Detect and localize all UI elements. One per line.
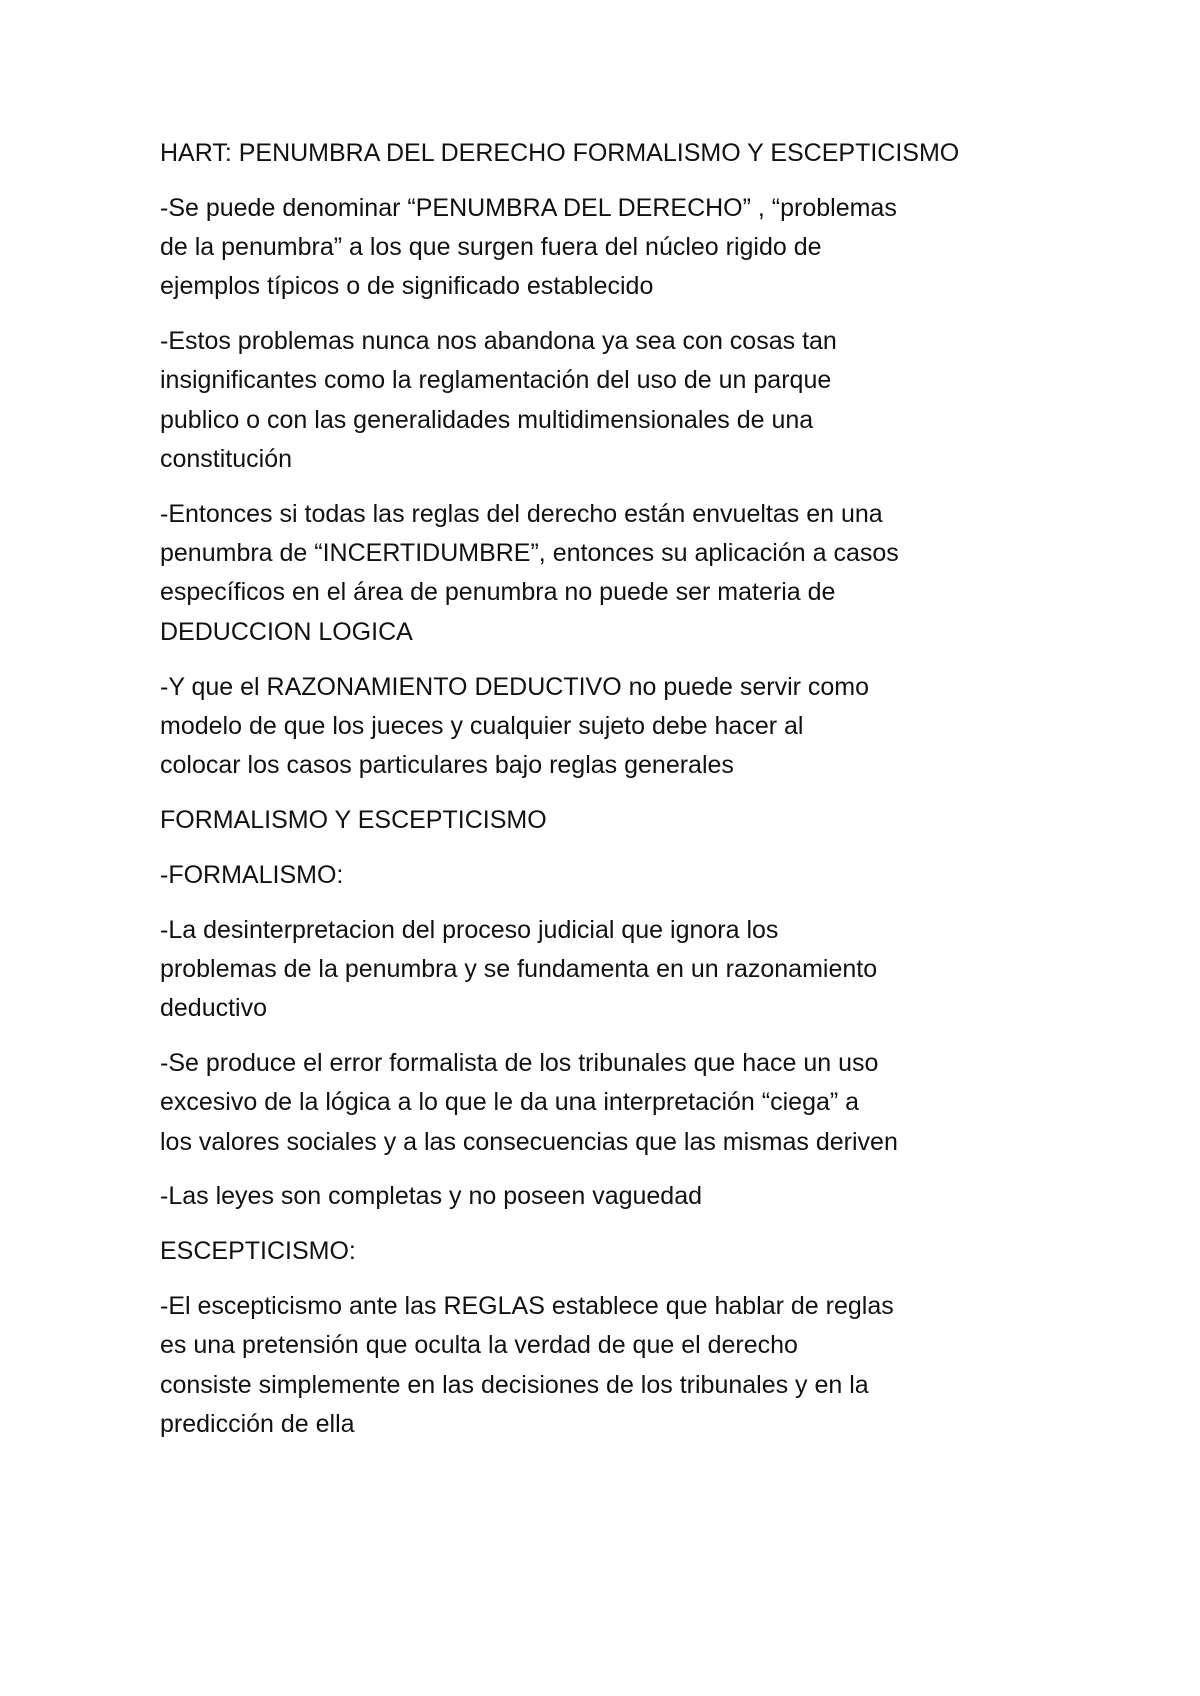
text-line: modelo de que los jueces y cualquier sujeto debe hacer al — [160, 711, 804, 740]
text-line: penumbra de “INCERTIDUMBRE”, entonces su aplicación a casos — [160, 539, 899, 568]
paragraph — [160, 1232, 1060, 1271]
paragraph — [160, 1287, 1060, 1444]
text-line: -FORMALISMO: — [160, 860, 344, 889]
text-line: consiste simplemente en las decisiones de los tribunales y en la — [160, 1370, 869, 1399]
text-line: -Y que el RAZONAMIENTO DEDUCTIVO no puede servir como — [160, 672, 870, 701]
text-line: DEDUCCION LOGICA — [160, 617, 413, 646]
text-line: publico o con las generalidades multidimensionales de una — [160, 405, 814, 434]
text-line: los valores sociales y a las consecuencias que las mismas deriven — [160, 1127, 898, 1156]
text-line: -La desinterpretacion del proceso judicial que ignora los — [160, 915, 779, 944]
text-line: colocar los casos particulares bajo reglas generales — [160, 751, 734, 780]
text-line: insignificantes como la reglamentación del uso de un parque — [160, 366, 832, 395]
text-line: constitución — [160, 445, 293, 474]
text-line: -Se produce el error formalista de los tribunales que hace un uso — [160, 1048, 879, 1077]
text-line: -Las leyes son completas y no poseen vaguedad — [160, 1182, 703, 1211]
paragraph — [160, 911, 1060, 1029]
text-line: -El escepticismo ante las REGLAS establece que hablar de reglas — [160, 1291, 894, 1320]
text-line: ESCEPTICISMO: — [160, 1237, 356, 1266]
text-line: ejemplos típicos o de significado establecido — [160, 272, 654, 301]
paragraph — [160, 322, 1060, 479]
text-line: específicos en el área de penumbra no puede ser materia de — [160, 578, 836, 607]
text-line: es una pretensión que oculta la verdad de que el derecho — [160, 1331, 798, 1360]
paragraph — [160, 801, 1060, 840]
text-line: excesivo de la lógica a lo que le da una interpretación “ciega” a — [160, 1088, 860, 1117]
paragraph — [160, 189, 1060, 307]
text-line: FORMALISMO Y ESCEPTICISMO — [160, 805, 547, 834]
paragraph — [160, 856, 1060, 895]
text-line: -Entonces si todas las reglas del derecho están envueltas en una — [160, 499, 883, 528]
paragraph — [160, 1177, 1060, 1216]
paragraph — [160, 668, 1060, 786]
paragraph — [160, 1044, 1060, 1162]
text-line: problemas de la penumbra y se fundamenta en un razonamiento — [160, 954, 878, 983]
document-title — [160, 134, 1060, 173]
text-line: de la penumbra” a los que surgen fuera del núcleo rigido de — [160, 233, 822, 262]
document-page — [160, 134, 1060, 1460]
text-line: predicción de ella — [160, 1409, 355, 1438]
paragraph — [160, 495, 1060, 652]
text-line: HART: PENUMBRA DEL DERECHO FORMALISMO Y ESCEPTICISMO — [160, 139, 960, 167]
text-line: -Se puede denominar “PENUMBRA DEL DERECHO” , “problemas — [160, 193, 897, 222]
text-line: deductivo — [160, 994, 268, 1023]
text-line: -Estos problemas nunca nos abandona ya sea con cosas tan — [160, 327, 837, 356]
